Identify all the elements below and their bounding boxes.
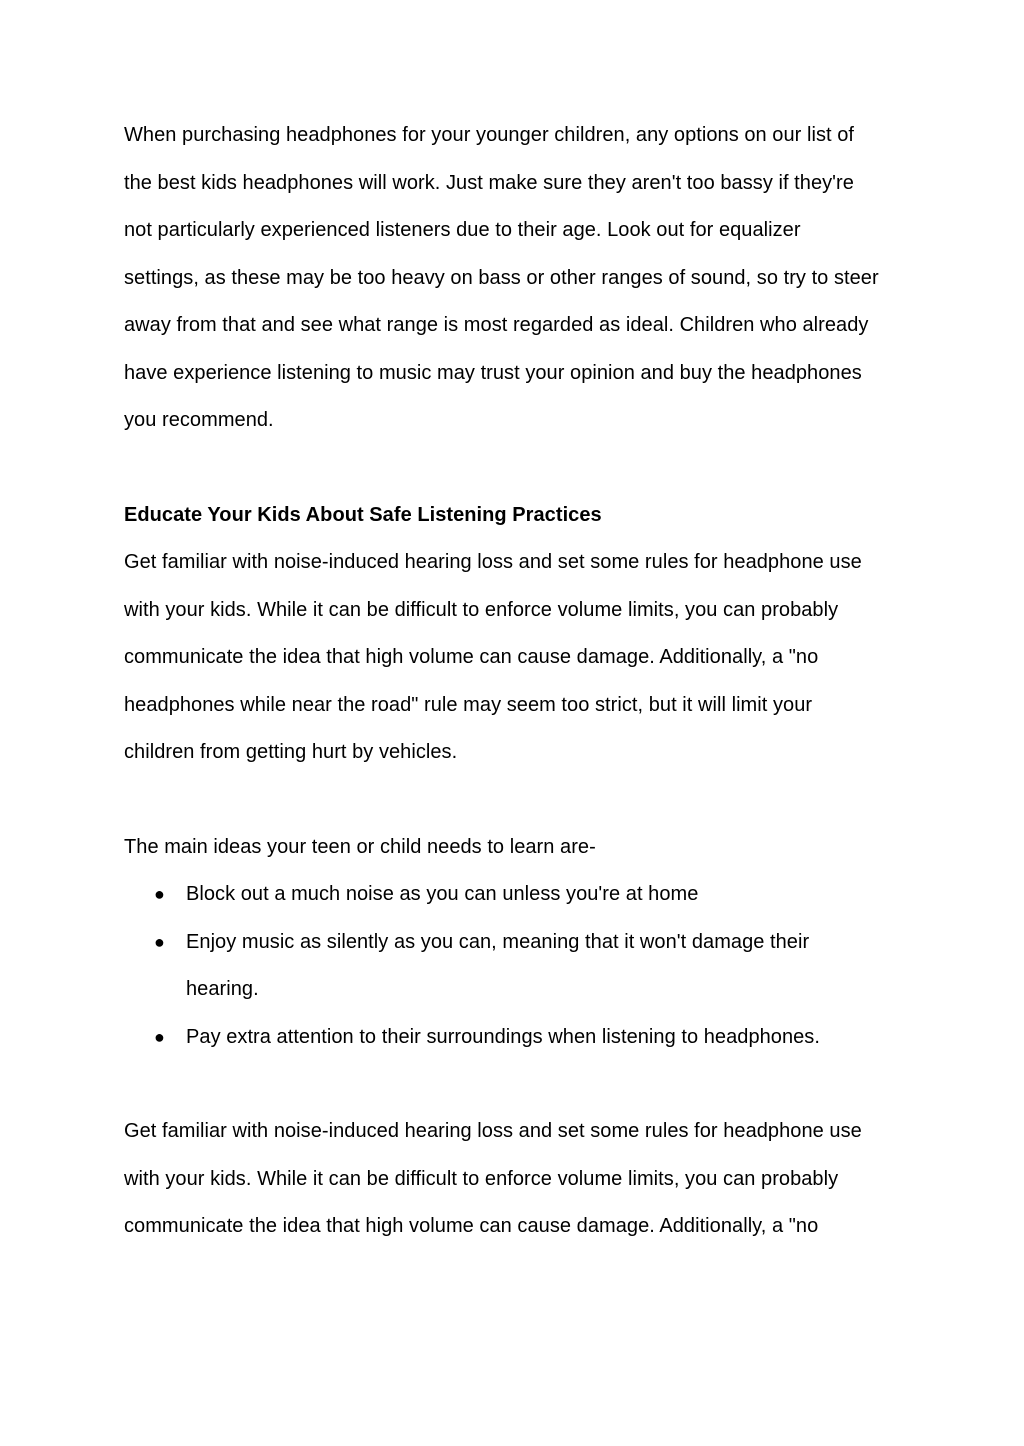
paragraph-line: When purchasing headphones for your younger children, any options on our list of — [124, 124, 855, 146]
paragraph-line: communicate the idea that high volume can cause damage. Additionally, a "no — [124, 1215, 819, 1237]
paragraph-line: communicate the idea that high volume can cause damage. Additionally, a "no — [124, 646, 819, 668]
paragraph-line: children from getting hurt by vehicles. — [124, 741, 458, 763]
paragraph-line: Get familiar with noise-induced hearing loss and set some rules for headphone use — [124, 1120, 862, 1142]
list-item-text: Block out a much noise as you can unless you're at home — [186, 883, 699, 905]
paragraph-line: with your kids. While it can be difficult to enforce volume limits, you can probably — [124, 1168, 839, 1190]
list-item-text: Enjoy music as silently as you can, meaning that it won't damage their — [186, 931, 810, 953]
paragraph-line: not particularly experienced listeners due to their age. Look out for equalizer — [124, 219, 801, 241]
paragraph-line: away from that and see what range is most regarded as ideal. Children who already — [124, 314, 869, 336]
bullet-icon: ● — [154, 1027, 165, 1047]
paragraph-line: settings, as these may be too heavy on bass or other ranges of sound, so try to steer — [124, 267, 879, 289]
list-item-text: Pay extra attention to their surroundings when listening to headphones. — [186, 1026, 820, 1048]
paragraph-line: Get familiar with noise-induced hearing loss and set some rules for headphone use — [124, 551, 862, 573]
list-item-text: hearing. — [186, 978, 259, 1000]
paragraph-line: have experience listening to music may trust your opinion and buy the headphones — [124, 362, 862, 384]
section-heading: Educate Your Kids About Safe Listening Practices — [124, 504, 602, 526]
document-page — [124, 0, 914, 1446]
paragraph-line: the best kids headphones will work. Just make sure they aren't too bassy if they're — [124, 172, 854, 194]
bullet-icon: ● — [154, 932, 165, 952]
list-intro: The main ideas your teen or child needs to learn are- — [124, 836, 596, 858]
bullet-icon: ● — [154, 884, 165, 904]
paragraph-line: you recommend. — [124, 409, 274, 431]
paragraph-line: headphones while near the road" rule may seem too strict, but it will limit your — [124, 694, 813, 716]
paragraph-line: with your kids. While it can be difficult to enforce volume limits, you can probably — [124, 599, 839, 621]
